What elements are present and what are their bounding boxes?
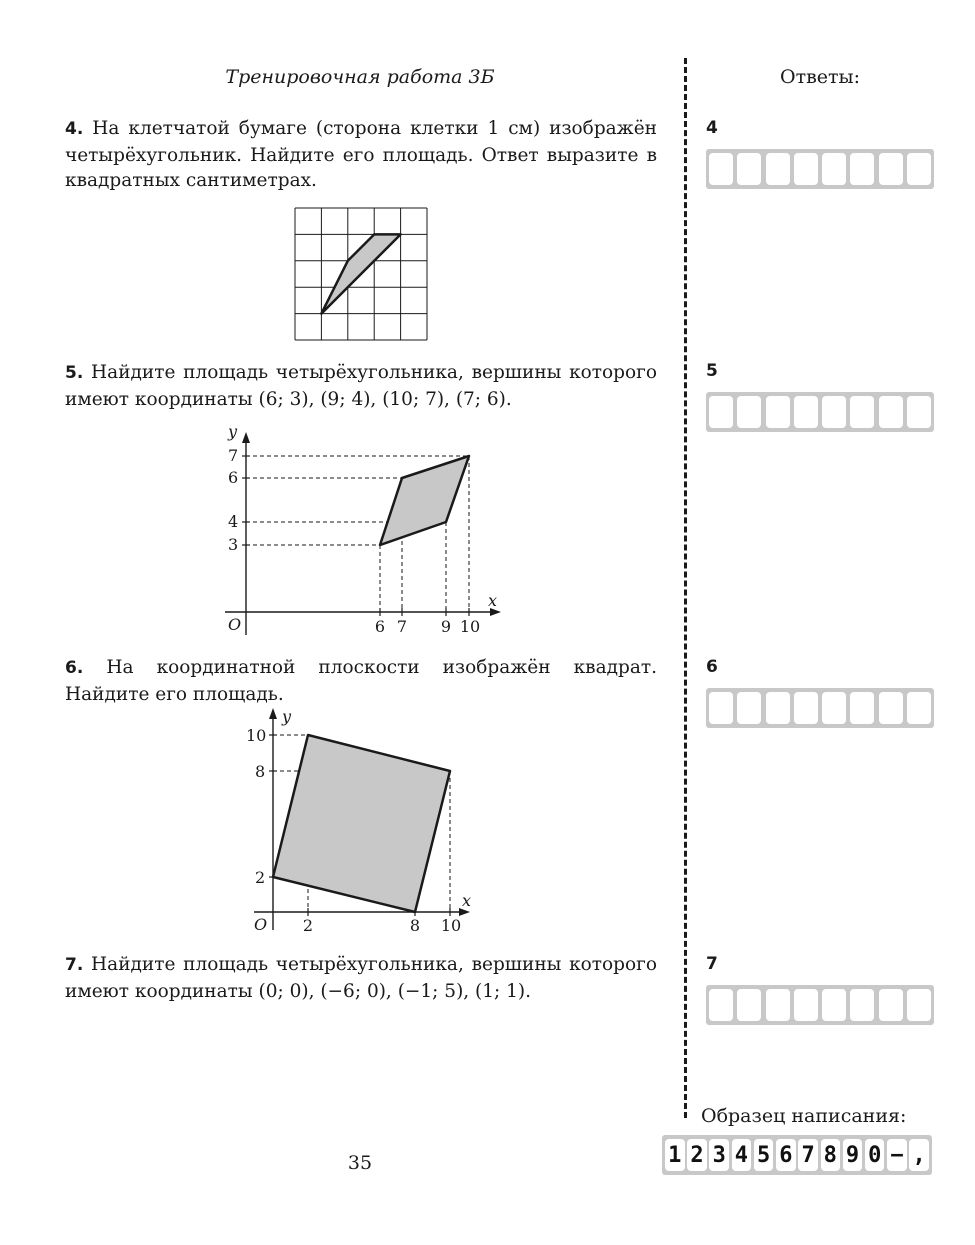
- sample-char: 0: [865, 1139, 885, 1171]
- answer-field-7[interactable]: [706, 985, 934, 1025]
- answer-field-5[interactable]: [706, 392, 934, 432]
- y-axis-arrow: [269, 708, 277, 719]
- problem-number: 5.: [65, 363, 84, 383]
- sample-char: 8: [821, 1139, 841, 1171]
- sample-writing-label: Образец написания:: [701, 1105, 907, 1127]
- answer-cell[interactable]: [850, 396, 874, 428]
- problem-number: 4.: [65, 119, 84, 139]
- page-header-title: Тренировочная работа 3Б: [225, 66, 495, 88]
- sample-char: 6: [776, 1139, 796, 1171]
- sample-char: 3: [709, 1139, 729, 1171]
- sample-char: −: [887, 1139, 907, 1171]
- y-axis-label: y: [228, 422, 238, 441]
- answer-cell[interactable]: [737, 153, 761, 185]
- answer-cell[interactable]: [709, 989, 733, 1021]
- answer-label-4: 4: [706, 118, 718, 138]
- y-tick-label: 7: [228, 446, 239, 465]
- answer-cell[interactable]: [737, 692, 761, 724]
- sample-char: 2: [687, 1139, 707, 1171]
- answer-label-7: 7: [706, 954, 718, 974]
- cut-line-divider: [684, 58, 687, 1118]
- x-tick-label: 2: [302, 916, 314, 935]
- answer-cell[interactable]: [822, 153, 846, 185]
- answer-cell[interactable]: [822, 989, 846, 1021]
- sample-char: ,: [909, 1139, 929, 1171]
- answer-cell[interactable]: [794, 396, 818, 428]
- answer-cell[interactable]: [850, 153, 874, 185]
- answer-label-5: 5: [706, 361, 718, 381]
- x-tick-label: 6: [374, 617, 386, 636]
- page-number: 35: [347, 1152, 373, 1174]
- square: [273, 735, 450, 912]
- answer-cell[interactable]: [766, 989, 790, 1021]
- sample-char: 4: [732, 1139, 752, 1171]
- problem-number: 6.: [65, 658, 84, 678]
- coordinate-figure-6: [240, 700, 480, 940]
- answer-cell[interactable]: [794, 153, 818, 185]
- x-tick-label: 10: [440, 916, 462, 935]
- y-tick-label: 2: [255, 868, 266, 887]
- y-axis-label: y: [282, 707, 292, 726]
- answer-cell[interactable]: [737, 989, 761, 1021]
- answer-cell[interactable]: [822, 396, 846, 428]
- x-axis-label: x: [462, 891, 472, 910]
- x-tick-label: 10: [459, 617, 481, 636]
- answer-label-6: 6: [706, 657, 718, 677]
- answer-cell[interactable]: [709, 153, 733, 185]
- problem-text: Найдите площадь четырёхугольника, вершины которого имеют координаты (0; 0), (−6; 0), (−1; 5), (1; 1).: [65, 954, 657, 1002]
- answer-cell[interactable]: [850, 989, 874, 1021]
- y-tick-label: 10: [246, 726, 267, 745]
- problem-5: [65, 360, 657, 412]
- origin-label: O: [228, 615, 242, 634]
- x-axis-label: x: [488, 591, 498, 610]
- sample-char: 1: [665, 1139, 685, 1171]
- y-tick-label: 4: [228, 512, 239, 531]
- quadrilateral: [380, 456, 469, 545]
- y-axis-arrow: [242, 432, 250, 443]
- answers-column-title: Ответы:: [780, 66, 861, 88]
- answer-cell[interactable]: [822, 692, 846, 724]
- sample-char: 9: [843, 1139, 863, 1171]
- answer-cell[interactable]: [709, 396, 733, 428]
- answer-cell[interactable]: [879, 692, 903, 724]
- problem-text: На координатной плоскости изображён квадрат. Найдите его площадь.: [65, 657, 657, 705]
- answer-cell[interactable]: [794, 692, 818, 724]
- sample-writing-strip: [662, 1135, 932, 1175]
- answer-cell[interactable]: [766, 153, 790, 185]
- sample-char: 7: [798, 1139, 818, 1171]
- y-tick-label: 3: [228, 535, 239, 554]
- quadrilateral: [321, 234, 400, 313]
- answer-cell[interactable]: [907, 692, 931, 724]
- answer-cell[interactable]: [766, 396, 790, 428]
- answer-cell[interactable]: [907, 989, 931, 1021]
- y-tick-label: 8: [255, 762, 266, 781]
- answer-cell[interactable]: [850, 692, 874, 724]
- y-tick-label: 6: [228, 468, 239, 487]
- answer-cell[interactable]: [907, 153, 931, 185]
- answer-field-4[interactable]: [706, 149, 934, 189]
- answer-cell[interactable]: [879, 989, 903, 1021]
- problem-text: Найдите площадь четырёхугольника, вершины которого имеют координаты (6; 3), (9; 4), (10; 7), (7; 6).: [65, 362, 657, 410]
- x-tick-label: 8: [409, 916, 421, 935]
- x-tick-label: 7: [396, 617, 408, 636]
- sample-char: 5: [754, 1139, 774, 1171]
- answer-cell[interactable]: [879, 396, 903, 428]
- answer-cell[interactable]: [907, 396, 931, 428]
- answer-field-6[interactable]: [706, 688, 934, 728]
- answer-cell[interactable]: [709, 692, 733, 724]
- origin-label: O: [254, 915, 268, 934]
- coordinate-figure-5: [220, 420, 510, 640]
- answer-cell[interactable]: [737, 396, 761, 428]
- grid-figure-4: [290, 203, 432, 345]
- problem-text: На клетчатой бумаге (сторона клетки 1 см) изображён четырёхугольник. Найдите его площадь. Ответ выразите в квадратных сантиметрах.: [65, 118, 657, 191]
- answer-cell[interactable]: [766, 692, 790, 724]
- problem-4: [65, 116, 657, 194]
- problem-number: 7.: [65, 955, 84, 975]
- x-tick-label: 9: [440, 617, 452, 636]
- answer-cell[interactable]: [794, 989, 818, 1021]
- problem-7: [65, 952, 657, 1004]
- answer-cell[interactable]: [879, 153, 903, 185]
